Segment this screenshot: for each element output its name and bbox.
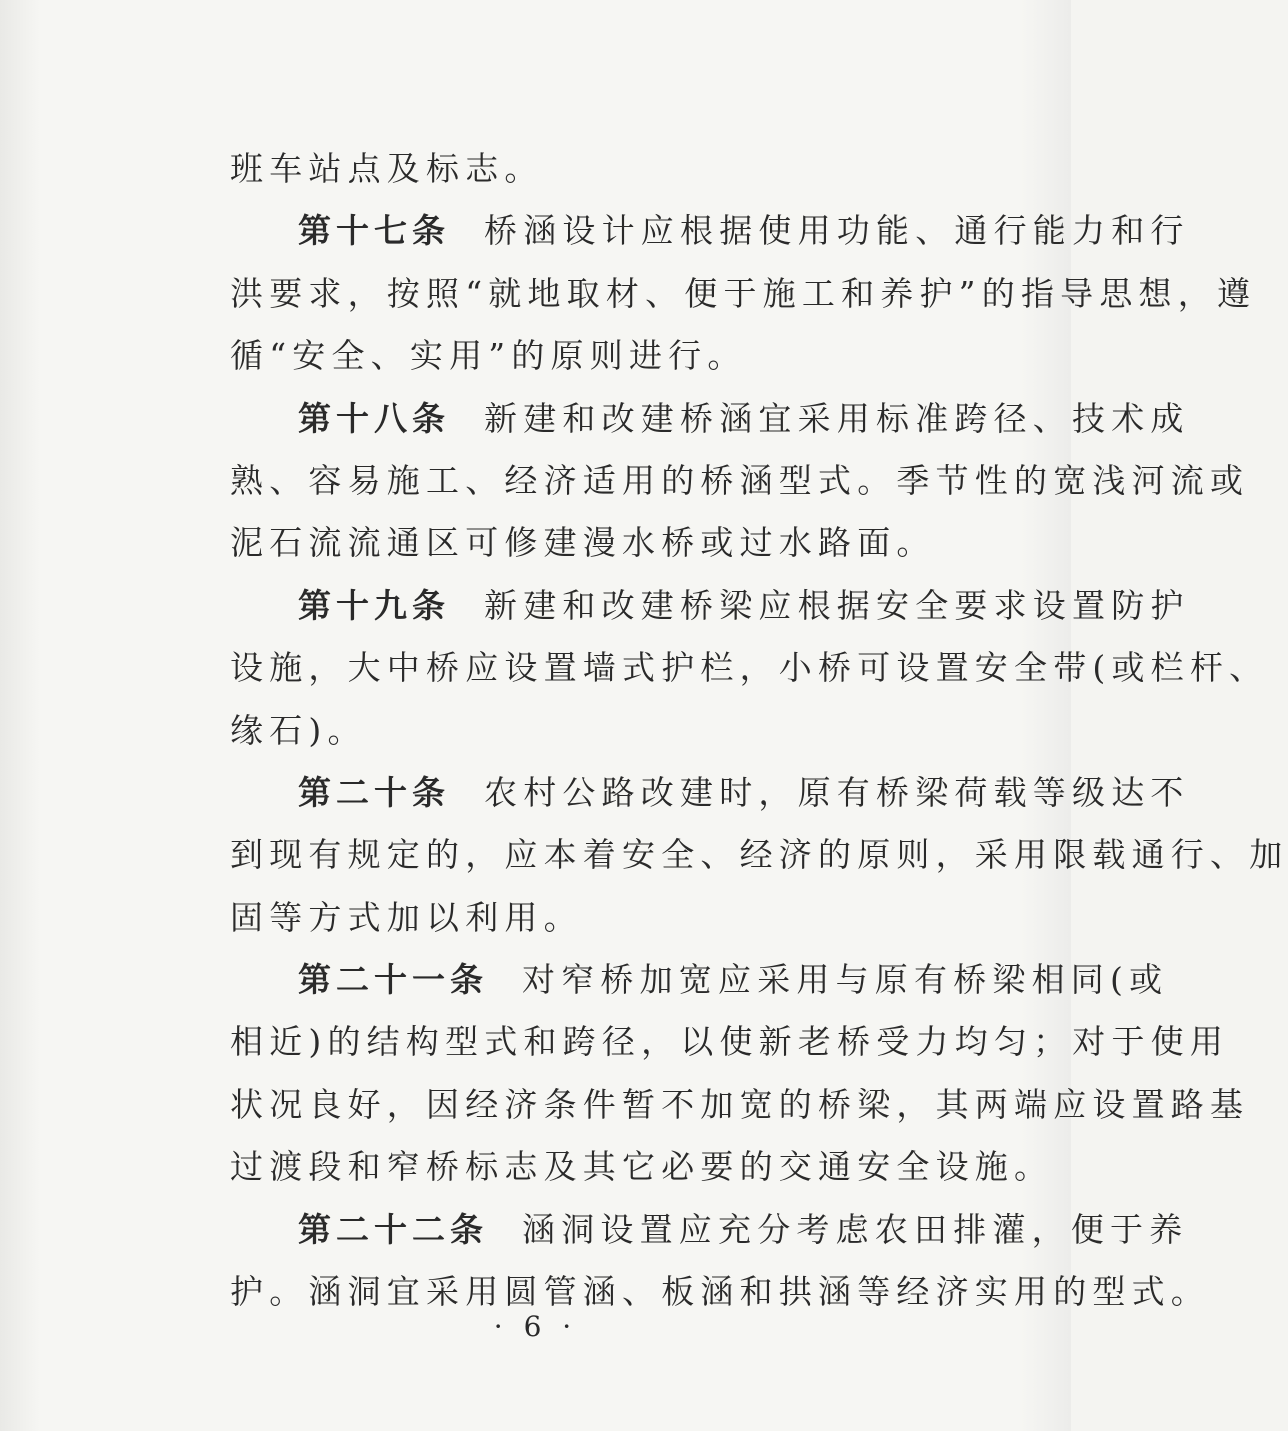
text-line: 熟、容易施工、经济适用的桥涵型式。季节性的宽浅河流或 xyxy=(230,460,1250,500)
article-number: 第二十条 xyxy=(298,772,450,812)
text-line: 状况良好，因经济条件暂不加宽的桥梁，其两端应设置路基 xyxy=(230,1084,1250,1124)
text-line: 相近)的结构型式和跨径，以使新老桥受力均匀；对于使用 xyxy=(230,1022,1230,1062)
text-line: 到现有规定的，应本着安全、经济的原则，采用限载通行、加 xyxy=(230,835,1288,875)
article-number: 第十九条 xyxy=(298,585,450,625)
text-line: 固等方式加以利用。 xyxy=(230,897,583,937)
text-line: 洪要求，按照“就地取材、便于施工和养护”的指导思想，遵 xyxy=(230,273,1257,313)
article-number: 第十八条 xyxy=(298,398,450,438)
page-number: · 6 · xyxy=(493,1310,578,1343)
article-18-first-line: 第十八条 新建和改建桥涵宜采用标准跨径、技术成 xyxy=(298,398,1190,438)
text-line: 设施，大中桥应设置墙式护栏，小桥可设置安全带(或栏杆、 xyxy=(230,648,1269,688)
text-line: 班车站点及标志。 xyxy=(230,149,544,188)
article-number: 第十七条 xyxy=(298,211,450,251)
text-line: 泥石流流通区可修建漫水桥或过水路面。 xyxy=(230,523,936,563)
text-line: 过渡段和窄桥标志及其它必要的交通安全设施。 xyxy=(230,1147,1054,1187)
article-22-first-line: 第二十二条 涵洞设置应充分考虑农田排灌，便于养 xyxy=(298,1209,1189,1249)
article-17-first-line: 第十七条 桥涵设计应根据使用功能、通行能力和行 xyxy=(298,211,1190,251)
article-19-first-line: 第十九条 新建和改建桥梁应根据安全要求设置防护 xyxy=(298,585,1190,625)
article-20-first-line: 第二十条 农村公路改建时，原有桥梁荷载等级达不 xyxy=(298,772,1190,812)
article-number: 第二十二条 xyxy=(298,1209,488,1249)
text-line: 循“安全、实用”的原则进行。 xyxy=(230,336,747,376)
document-body xyxy=(230,138,1288,1323)
article-21-first-line: 第二十一条 对窄桥加宽应采用与原有桥梁相同(或 xyxy=(298,960,1169,1000)
text-line: 护。涵洞宜采用圆管涵、板涵和拱涵等经济实用的型式。 xyxy=(230,1272,1210,1312)
article-number: 第二十一条 xyxy=(298,960,488,1000)
text-line: 缘石)。 xyxy=(230,710,367,750)
